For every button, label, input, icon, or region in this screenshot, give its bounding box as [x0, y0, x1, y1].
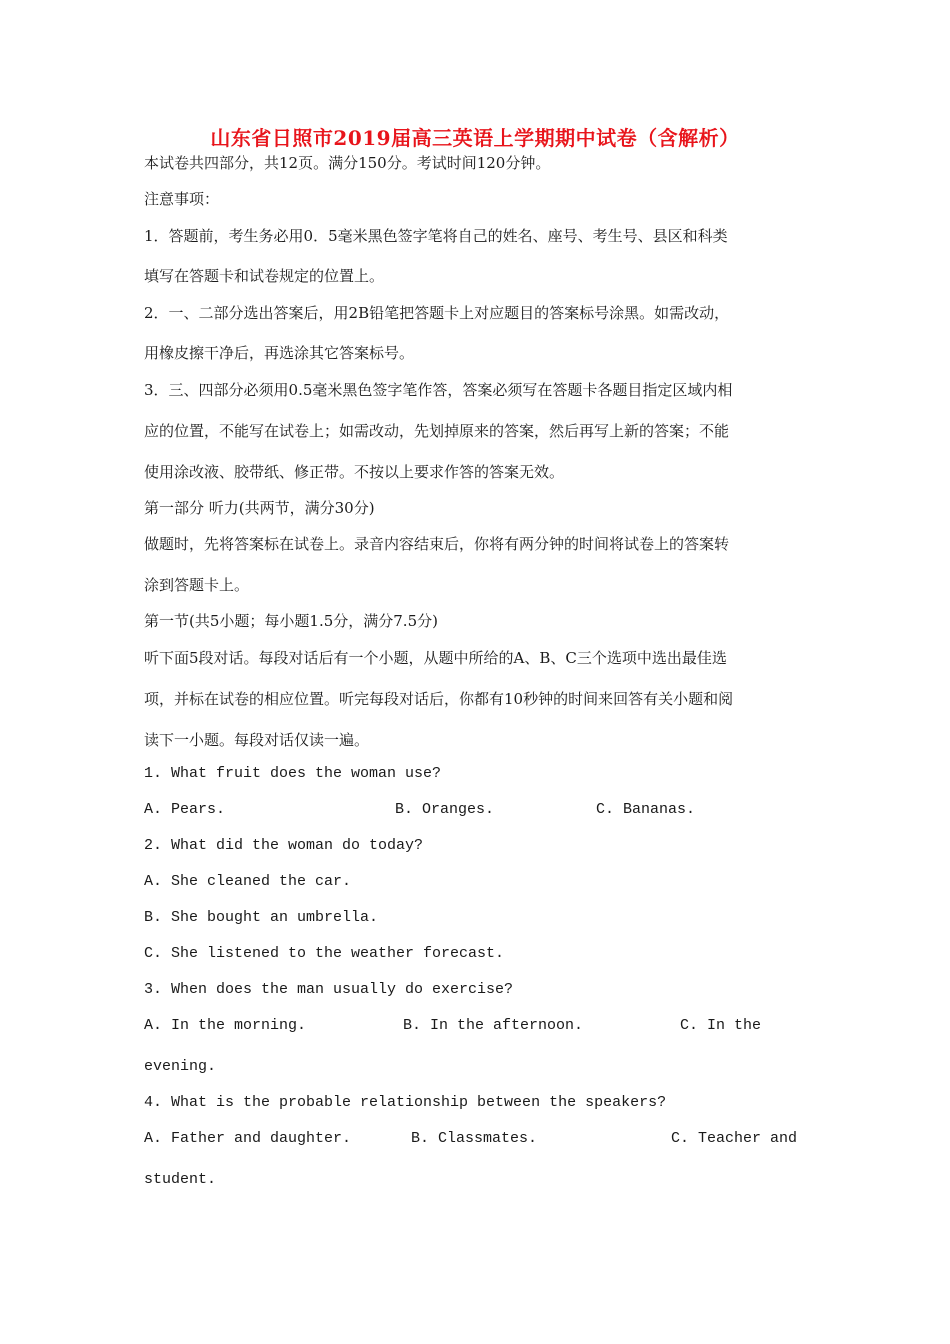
notice-heading: 注意事项：	[144, 190, 220, 208]
q4-option-a: A. Father and daughter.	[144, 1130, 352, 1147]
question-1: 1. What fruit does the woman use?	[144, 765, 442, 782]
notice-3-line-1: 3．三、四部分必须用0.5毫米黑色签字笔作答，答案必须写在答题卡各题目指定区域内相	[144, 381, 733, 399]
question-2: 2. What did the woman do today?	[144, 837, 424, 854]
q3-option-c-continued: evening.	[144, 1058, 217, 1075]
notice-2-line-2: 用橡皮擦干净后，再选涂其它答案标号。	[144, 344, 415, 362]
notice-2-line-1: 2．一、二部分选出答案后，用2B铅笔把答题卡上对应题目的答案标号涂黑。如需改动，	[144, 304, 730, 322]
part1-instruction-line-1: 做题时，先将答案标在试卷上。录音内容结束后，你将有两分钟的时间将试卷上的答案转	[144, 535, 730, 553]
q4-option-b: B. Classmates.	[411, 1130, 538, 1147]
q1-option-b: B. Oranges.	[395, 801, 495, 818]
q1-option-a: A. Pears.	[144, 801, 226, 818]
section1-instruction-line-3: 读下一小题。每段对话仅读一遍。	[144, 731, 370, 749]
notice-3-line-3: 使用涂改液、胶带纸、修正带。不按以上要求作答的答案无效。	[144, 463, 565, 481]
part1-heading: 第一部分 听力(共两节，满分30分)	[144, 499, 375, 517]
section1-instruction-line-1: 听下面5段对话。每段对话后有一个小题，从题中所给的A、B、C三个选项中选出最佳选	[144, 649, 727, 667]
q2-option-b: B. She bought an umbrella.	[144, 909, 379, 926]
notice-1-line-2: 填写在答题卡和试卷规定的位置上。	[144, 267, 385, 285]
part1-instruction-line-2: 涂到答题卡上。	[144, 576, 250, 594]
q2-option-a: A. She cleaned the car.	[144, 873, 352, 890]
section1-instruction-line-2: 项，并标在试卷的相应位置。听完每段对话后，你都有10秒钟的时间来回答有关小题和阅	[144, 690, 734, 708]
page-title: 山东省日照市2019届高三英语上学期期中试卷（含解析）	[210, 126, 740, 150]
q3-option-b: B. In the afternoon.	[403, 1017, 584, 1034]
q3-option-a: A. In the morning.	[144, 1017, 307, 1034]
q4-option-c-continued: student.	[144, 1171, 217, 1188]
intro-text: 本试卷共四部分，共12页。满分150分。考试时间120分钟。	[144, 154, 551, 172]
q3-option-c: C. In the	[680, 1017, 762, 1034]
q2-option-c: C. She listened to the weather forecast.	[144, 945, 505, 962]
section1-heading: 第一节(共5小题；每小题1.5分，满分7.5分)	[144, 612, 438, 630]
q1-option-c: C. Bananas.	[596, 801, 696, 818]
notice-3-line-2: 应的位置，不能写在试卷上；如需改动，先划掉原来的答案，然后再写上新的答案；不能	[144, 422, 730, 440]
notice-1-line-1: 1．答题前，考生务必用0．5毫米黑色签字笔将自己的姓名、座号、考生号、县区和科类	[144, 227, 728, 245]
question-3: 3. When does the man usually do exercise?	[144, 981, 514, 998]
question-4: 4. What is the probable relationship between the speakers?	[144, 1094, 667, 1111]
q4-option-c: C. Teacher and	[671, 1130, 798, 1147]
